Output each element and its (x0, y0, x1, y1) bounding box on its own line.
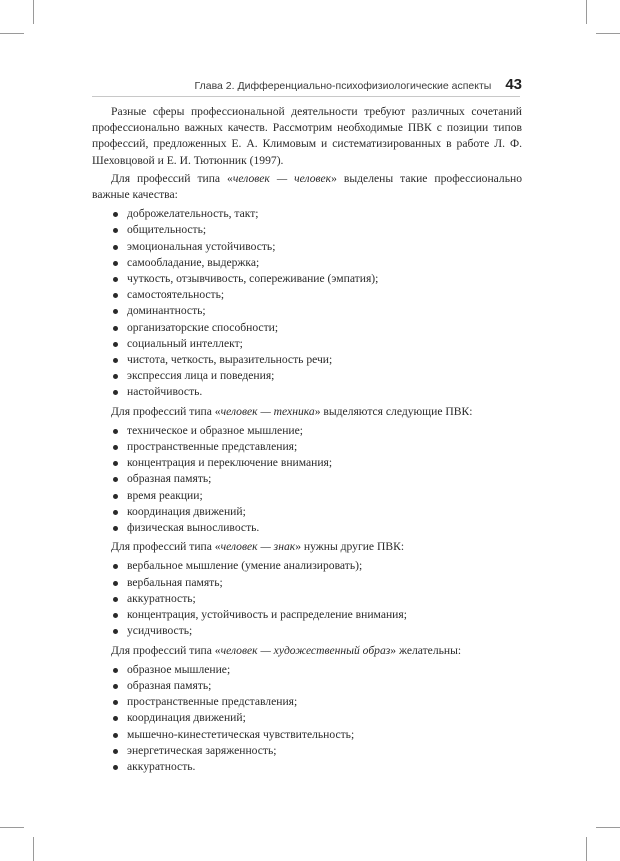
section-lead-paragraph (92, 171, 522, 203)
list-item: организаторские способности; (92, 320, 522, 336)
list-item: пространственные представления; (92, 694, 522, 710)
section-lead-paragraph (92, 643, 522, 659)
crop-mark (33, 0, 34, 24)
list-item: чистота, четкость, выразительность речи; (92, 352, 522, 368)
header-rule (92, 96, 520, 97)
section-lead-paragraph (92, 404, 522, 420)
page-body (92, 104, 522, 778)
list-item: самостоятельность; (92, 287, 522, 303)
lead-text-after: » выделены такие профессионально важные качества: (92, 171, 522, 202)
crop-mark (596, 33, 620, 34)
list-item: эмоциональная устойчивость; (92, 239, 522, 255)
profession-type: человек — художественный образ (220, 643, 391, 657)
running-title: Глава 2. Дифференциально-психофизиологические аспекты (194, 80, 492, 92)
lead-text-after: » желательны: (390, 643, 462, 657)
list-item: координация движений; (92, 710, 522, 726)
list-item: образная память; (92, 678, 522, 694)
quality-list (92, 423, 522, 536)
profession-type: человек — знак (220, 540, 296, 554)
crop-mark (0, 827, 24, 828)
list-item: концентрация, устойчивость и распределение внимания; (92, 607, 522, 623)
lead-text-before: Для профессий типа « (111, 171, 233, 185)
crop-mark (33, 837, 34, 861)
list-item: общительность; (92, 222, 522, 238)
list-item: образная память; (92, 471, 522, 487)
list-item: социальный интеллект; (92, 336, 522, 352)
crop-mark (0, 33, 24, 34)
page-number: 43 (505, 76, 522, 93)
crop-mark (596, 827, 620, 828)
list-item: аккуратность; (92, 591, 522, 607)
quality-list (92, 662, 522, 775)
list-item: физическая выносливость. (92, 520, 522, 536)
list-item: концентрация и переключение внимания; (92, 455, 522, 471)
list-item: техническое и образное мышление; (92, 423, 522, 439)
lead-text-before: Для профессий типа « (111, 540, 221, 554)
list-item: образное мышление; (92, 662, 522, 678)
section-lead-paragraph (92, 539, 522, 555)
list-item: усидчивость; (92, 623, 522, 639)
lead-text-after: » нужны другие ПВК: (295, 540, 405, 554)
quality-list (92, 206, 522, 400)
list-item: мышечно-кинестетическая чувствительность; (92, 727, 522, 743)
profession-type: человек — человек (232, 171, 332, 185)
crop-mark (586, 0, 587, 24)
list-item: пространственные представления; (92, 439, 522, 455)
list-item: энергетическая заряженность; (92, 743, 522, 759)
crop-mark (586, 837, 587, 861)
list-item: экспрессия лица и поведения; (92, 368, 522, 384)
list-item: время реакции; (92, 488, 522, 504)
lead-text-before: Для профессий типа « (111, 404, 221, 418)
list-item: вербальное мышление (умение анализировать); (92, 558, 522, 574)
list-item: настойчивость. (92, 384, 522, 400)
list-item: координация движений; (92, 504, 522, 520)
sections-container (92, 171, 522, 775)
intro-paragraph: Разные сферы профессиональной деятельности требуют различных сочетаний профессионально важных качеств. Рассмотрим необходимые ПВК с позиции типов профессий, предложенных Е. А. Климовым и систематизированных в работе Л. Ф. Шеховцовой и Е. И. Тютюнник (1997). (92, 105, 522, 167)
quality-list (92, 558, 522, 639)
lead-text-after: » выделяются следующие ПВК: (314, 404, 473, 418)
list-item: аккуратность. (92, 759, 522, 775)
list-item: доброжелательность, такт; (92, 206, 522, 222)
profession-type: человек — техника (220, 404, 315, 418)
list-item: самообладание, выдержка; (92, 255, 522, 271)
lead-text-before: Для профессий типа « (111, 643, 221, 657)
list-item: доминантность; (92, 303, 522, 319)
list-item: чуткость, отзывчивость, сопереживание (эмпатия); (92, 271, 522, 287)
list-item: вербальная память; (92, 575, 522, 591)
running-header (92, 76, 522, 96)
